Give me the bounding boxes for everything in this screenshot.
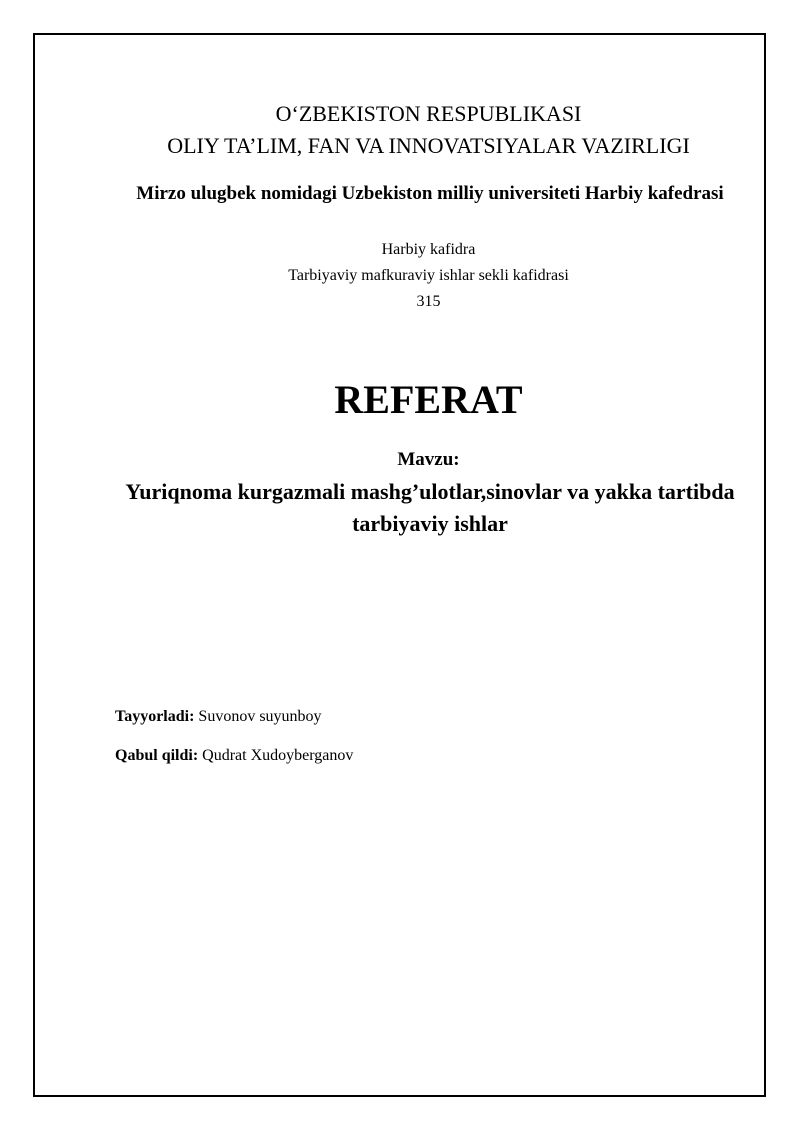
subdepartment-name: Tarbiyaviy mafkuraviy ishlar sekli kafidrasi — [288, 267, 569, 284]
group-number: 315 — [416, 293, 441, 310]
topic-label: Mavzu: — [397, 449, 460, 470]
topic-title: Yuriqnoma kurgazmali mashg’ulotlar,sinovlar va yakka tartibda tarbiyaviy ishlar — [125, 479, 735, 536]
accepted-by-label: Qabul qildi: — [115, 747, 199, 764]
heading-country: O‘ZBEKISTON RESPUBLIKASI — [275, 101, 582, 126]
department-info — [60, 237, 797, 315]
prepared-by-value: Suvonov suyunboy — [198, 708, 322, 725]
university-name: Mirzo ulugbek nomidagi Uzbekiston milliy universiteti Harbiy kafedrasi — [136, 183, 724, 204]
accepted-by-value: Qudrat Xudoyberganov — [202, 747, 354, 764]
heading-ministry: OLIY TA’LIM, FAN VA INNOVATSIYALAR VAZIRLIGI — [167, 133, 690, 158]
document-type: REFERAT — [334, 377, 523, 422]
ministry-heading — [60, 98, 797, 162]
department-name: Harbiy kafidra — [381, 241, 476, 258]
accepted-by — [115, 745, 353, 767]
prepared-by — [115, 706, 322, 728]
prepared-by-label: Tayyorladi: — [115, 708, 195, 725]
